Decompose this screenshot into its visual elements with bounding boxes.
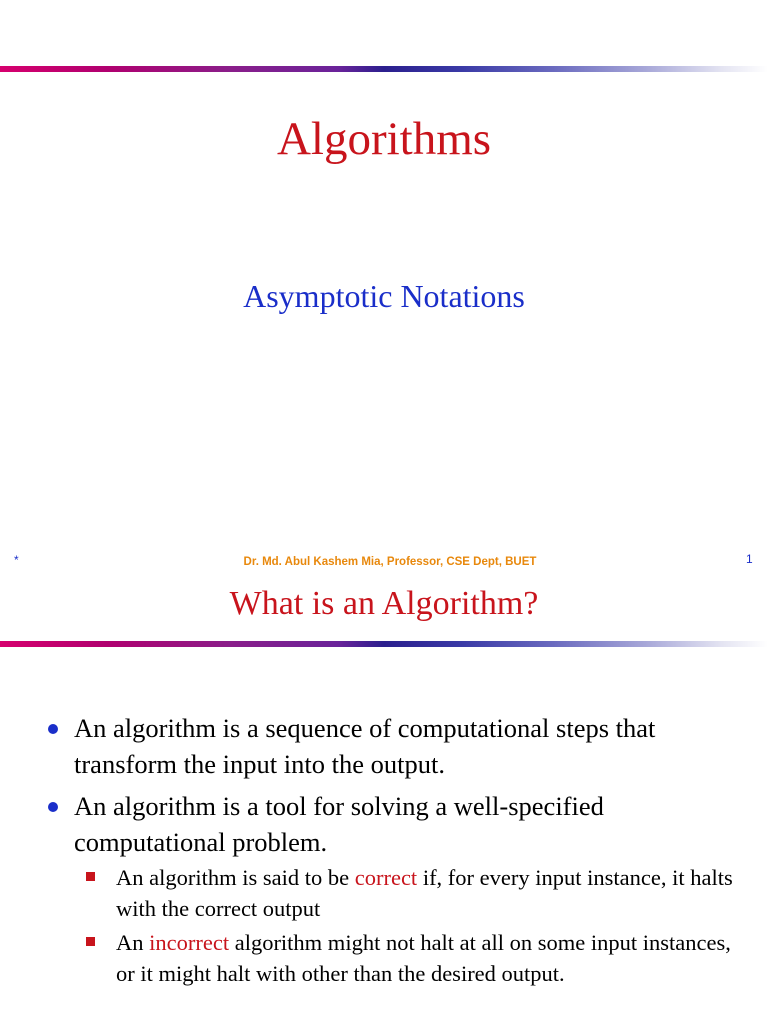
bullet-item [46,710,746,782]
slide-subtitle: Asymptotic Notations [243,278,525,314]
accent-gradient-bar [0,641,768,647]
page-number: 1 [746,552,753,566]
slide-title: Algorithms [276,113,492,165]
sub-bullet-text-after: algorithm might not halt at all on some input instances, or it might halt with other than the desired output. [116,930,731,986]
sub-bullet-item [82,927,746,989]
highlight-word: incorrect [149,930,230,955]
bullet-square-icon [86,872,95,881]
sub-bullet-text-after: if, for every input instance, it halts with the correct output [116,865,733,921]
bullet-item [46,788,746,989]
sub-bullet-item [82,862,746,924]
bullet-text: An algorithm is a sequence of computational steps that transform the input into the output. [74,713,656,779]
bullet-text: An algorithm is a tool for solving a well-specified computational problem. [74,791,604,857]
bullet-dot-icon [48,724,58,734]
bullet-list [46,710,746,995]
accent-gradient-bar [0,66,768,72]
sub-bullet-list [74,862,746,989]
bullet-dot-icon [48,802,58,812]
sub-bullet-text-before: An algorithm is said to be [116,865,355,890]
footer-author: Dr. Md. Abul Kashem Mia, Professor, CSE Dept, BUET [243,556,537,568]
slide-2 [0,580,768,1024]
highlight-word: correct [354,865,418,890]
footer-star-icon: * [14,553,19,567]
slide-title: What is an Algorithm? [229,585,539,622]
bullet-square-icon [86,937,95,946]
sub-bullet-text-before: An [116,930,150,955]
